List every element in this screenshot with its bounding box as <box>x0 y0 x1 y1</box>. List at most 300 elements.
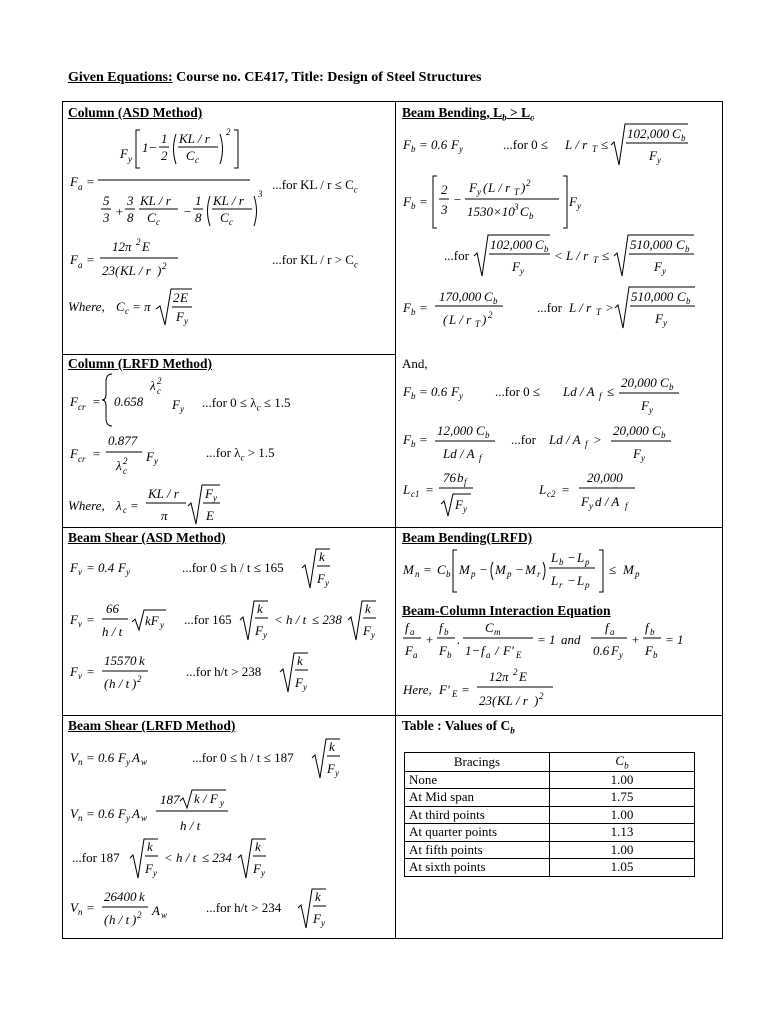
svg-text:M: M <box>623 562 634 577</box>
svg-text:20,000: 20,000 <box>621 375 657 390</box>
svg-text:c: c <box>195 155 199 165</box>
svg-text:12π: 12π <box>112 239 132 254</box>
svg-text:): ) <box>534 693 539 708</box>
condition-text: ...for h/t > 234 <box>206 900 282 915</box>
equation-lc <box>403 468 703 523</box>
equation-fv-yield <box>68 546 388 595</box>
svg-text:L: L <box>551 550 559 565</box>
svg-text:3: 3 <box>103 210 110 225</box>
table-row <box>405 841 695 859</box>
svg-text:=: = <box>86 252 95 267</box>
svg-text:F: F <box>363 623 371 638</box>
condition-text: ...for λ <box>206 445 241 460</box>
svg-text:f: f <box>625 501 628 511</box>
svg-text:1: 1 <box>195 193 202 208</box>
svg-text:T: T <box>596 307 602 317</box>
svg-text:L / r: L / r <box>565 137 588 152</box>
svg-text:C: C <box>476 423 485 438</box>
svg-text:F: F <box>403 432 411 447</box>
condition-lambda-gt-15: ...for $\lambda_c > 1.5$ <box>206 445 275 463</box>
svg-text:E: E <box>452 689 458 699</box>
svg-text:b: b <box>544 244 549 254</box>
svg-text:c: c <box>125 306 129 316</box>
svg-text:KL / r: KL / r <box>148 486 179 501</box>
svg-text:KL / r: KL / r <box>213 193 244 208</box>
svg-text:KL / r: KL / r <box>179 131 210 146</box>
header-bracings: Bracings <box>405 753 550 772</box>
condition-text: ...for 0 ≤ h / t ≤ 165 <box>182 560 284 575</box>
svg-text:h / t: h / t <box>180 818 201 833</box>
svg-text:510,000: 510,000 <box>630 237 673 252</box>
svg-text:p: p <box>507 569 512 579</box>
svg-text:F: F <box>641 398 649 413</box>
svg-text:π: π <box>161 508 168 523</box>
svg-text:b: b <box>411 307 416 317</box>
svg-text:y: y <box>641 453 645 463</box>
svg-text:−: − <box>567 550 576 565</box>
svg-text:E: E <box>180 290 188 305</box>
svg-text:f: f <box>405 620 409 635</box>
svg-text:=: = <box>92 394 101 409</box>
svg-text:C: C <box>147 210 156 225</box>
svg-text:v: v <box>78 567 82 577</box>
header-course-title: Course no. CE417, Title: Design of Steel Structures <box>172 70 482 85</box>
svg-text:L: L <box>403 482 411 497</box>
svg-text:E: E <box>516 650 522 660</box>
svg-text:8: 8 <box>127 210 134 225</box>
svg-text:a: a <box>610 627 615 637</box>
svg-text:λ: λ <box>150 378 156 393</box>
svg-text:c: c <box>157 386 161 396</box>
svg-text:): ) <box>157 263 162 278</box>
equation-fe-prime <box>403 668 603 717</box>
svg-text:F: F <box>317 571 325 586</box>
svg-text:k: k <box>329 739 335 754</box>
grid-divider-left-1 <box>62 354 396 355</box>
bracing-cell: At third points <box>405 806 550 824</box>
svg-text:(: ( <box>104 676 109 691</box>
svg-text:KL / r: KL / r <box>120 263 151 278</box>
cb-cell: 1.13 <box>550 824 695 842</box>
svg-text:y: y <box>220 798 224 808</box>
svg-text:C: C <box>220 210 229 225</box>
svg-text:y: y <box>335 768 339 778</box>
svg-text:F: F <box>70 174 78 189</box>
svg-text:b: b <box>661 430 666 440</box>
svg-text:F: F <box>451 137 459 152</box>
svg-text:KL / r: KL / r <box>497 693 528 708</box>
svg-text:T: T <box>514 187 520 197</box>
svg-text:y: y <box>126 813 130 823</box>
svg-text:26400: 26400 <box>104 889 137 904</box>
condition-text-2: ≤ 1.5 <box>260 395 291 410</box>
svg-text:y: y <box>303 682 307 692</box>
svg-text:Ld / A: Ld / A <box>563 384 595 399</box>
svg-text:= 1: = 1 <box>665 632 684 647</box>
section-title-column-asd: Column (ASD Method) <box>68 105 203 120</box>
svg-text:=: = <box>561 482 570 497</box>
svg-text:a: a <box>78 260 83 270</box>
svg-text:Ld / A: Ld / A <box>443 446 475 461</box>
svg-text:Ld / A: Ld / A <box>549 432 581 447</box>
svg-text:f: f <box>464 477 467 487</box>
section-title-beam-shear-lrfd: Beam Shear (LRFD Method) <box>68 718 236 733</box>
svg-text:F: F <box>455 497 463 512</box>
svg-text:w: w <box>141 813 148 823</box>
svg-text:(: ( <box>443 312 448 327</box>
svg-text:=: = <box>425 482 434 497</box>
svg-text:E: E <box>142 239 150 254</box>
svg-text:F′: F′ <box>503 643 514 658</box>
svg-text:2: 2 <box>513 668 518 677</box>
svg-text:...for 0 ≤: ...for 0 ≤ <box>495 384 541 399</box>
svg-text:F: F <box>451 384 459 399</box>
condition-text: ...for 0 ≤ h / t ≤ 187 <box>192 750 294 765</box>
svg-text:d / A: d / A <box>595 494 620 509</box>
svg-text:y: y <box>619 650 623 660</box>
section-title-interaction: Beam-Column Interaction Equation <box>402 603 611 618</box>
svg-text:C: C <box>672 126 681 141</box>
svg-text:F: F <box>70 612 78 627</box>
table-row <box>405 824 695 842</box>
table-header-row <box>405 753 695 772</box>
svg-text:c2: c2 <box>547 489 556 499</box>
equation-fb-intermediate <box>403 174 603 233</box>
svg-text:F: F <box>403 300 411 315</box>
svg-text:y: y <box>180 404 184 414</box>
svg-text:2: 2 <box>137 910 142 920</box>
bracing-cell: At quarter points <box>405 824 550 842</box>
svg-text:h / t: h / t <box>109 676 130 691</box>
svg-text:k: k <box>147 839 153 854</box>
svg-text:F: F <box>403 137 411 152</box>
svg-text:F: F <box>469 180 477 195</box>
condition-vn-inelastic <box>72 836 292 889</box>
svg-text:): ) <box>482 312 487 327</box>
svg-text:k: k <box>297 653 303 668</box>
svg-text:n: n <box>78 813 83 823</box>
svg-text:y: y <box>154 456 158 466</box>
equation-fv-elastic <box>68 650 388 703</box>
section-title-column-lrfd: Column (LRFD Method) <box>68 356 212 371</box>
svg-text:cr: cr <box>78 454 86 464</box>
svg-text:y: y <box>261 868 265 878</box>
svg-text:k: k <box>257 601 263 616</box>
svg-text:F: F <box>512 259 520 274</box>
condition-text: ...for 0 ≤ λ <box>202 395 257 410</box>
svg-text:≤ 234: ≤ 234 <box>202 850 232 865</box>
svg-text:=: = <box>130 498 139 513</box>
svg-text:≤: ≤ <box>607 384 615 399</box>
svg-text:f: f <box>479 453 482 463</box>
svg-text:C: C <box>186 148 195 163</box>
svg-text:b: b <box>447 650 452 660</box>
table-title-sub: b <box>510 725 515 736</box>
table-row <box>405 806 695 824</box>
svg-text:F: F <box>118 560 126 575</box>
svg-text:F: F <box>405 643 413 658</box>
svg-text:v: v <box>78 619 82 629</box>
svg-text:≤: ≤ <box>609 562 617 577</box>
svg-text:k: k <box>365 601 371 616</box>
grid-divider-row-3 <box>62 715 723 716</box>
svg-text:c: c <box>123 466 127 476</box>
svg-text:r: r <box>559 580 563 590</box>
svg-text:1−: 1− <box>465 643 481 658</box>
cb-cell: 1.05 <box>550 859 695 877</box>
svg-text:y: y <box>662 266 666 276</box>
cb-values-table <box>404 752 695 877</box>
svg-text:= 0.6: = 0.6 <box>419 384 448 399</box>
svg-text:A: A <box>152 903 160 918</box>
svg-text:b: b <box>686 296 691 306</box>
svg-text:F: F <box>327 761 335 776</box>
cb-cell: 1.00 <box>550 806 695 824</box>
svg-text:E: E <box>206 508 214 523</box>
svg-text:y: y <box>184 316 188 326</box>
condition-text: ...for KL / r > C <box>272 252 354 267</box>
svg-text:=: = <box>92 446 101 461</box>
svg-text:20,000: 20,000 <box>613 423 649 438</box>
svg-text:(: ( <box>483 180 488 195</box>
document-header <box>68 70 481 86</box>
svg-text:y: y <box>371 630 375 640</box>
svg-text:a: a <box>78 182 83 192</box>
svg-text:23(: 23( <box>102 263 120 278</box>
svg-text:b: b <box>681 133 686 143</box>
svg-text:F: F <box>439 643 447 658</box>
svg-text:y: y <box>589 501 593 511</box>
svg-text:y: y <box>153 868 157 878</box>
equation-cc <box>68 287 208 334</box>
svg-text:66: 66 <box>106 601 119 616</box>
where-label: Where, <box>68 299 105 314</box>
svg-text:y: y <box>459 391 463 401</box>
condition-text: ...for 165 <box>184 612 232 627</box>
svg-text:h / t: h / t <box>176 850 197 865</box>
svg-text:c: c <box>156 217 160 227</box>
svg-text:T: T <box>592 144 598 154</box>
svg-text:F′: F′ <box>439 682 450 697</box>
svg-text:b: b <box>411 144 416 154</box>
svg-text:F: F <box>176 309 184 324</box>
svg-text:y: y <box>649 405 653 415</box>
svg-text:y: y <box>663 318 667 328</box>
svg-text:F: F <box>649 148 657 163</box>
svg-text:M: M <box>403 562 414 577</box>
svg-text:C: C <box>677 289 686 304</box>
svg-text:m: m <box>494 627 501 637</box>
svg-text:F: F <box>70 394 78 409</box>
svg-text:f: f <box>599 391 602 401</box>
svg-text:y: y <box>477 187 481 197</box>
svg-text:F: F <box>70 560 78 575</box>
svg-text:b: b <box>669 382 674 392</box>
bracing-cell: At fifth points <box>405 841 550 859</box>
svg-text:≤: ≤ <box>601 137 609 152</box>
svg-text:0.658: 0.658 <box>114 394 144 409</box>
condition-text: ...for h/t > 238 <box>186 664 262 679</box>
svg-text:+: + <box>115 204 124 219</box>
svg-text:<: < <box>274 612 283 627</box>
svg-text:F: F <box>611 643 619 658</box>
svg-text:a: a <box>410 627 415 637</box>
svg-text:M: M <box>459 562 470 577</box>
svg-text:76: 76 <box>443 470 456 485</box>
svg-text:a: a <box>486 650 491 660</box>
condition-fb-intermediate <box>444 232 704 285</box>
svg-text:C: C <box>676 237 685 252</box>
svg-text:2: 2 <box>162 261 167 271</box>
svg-text:12,000: 12,000 <box>437 423 473 438</box>
svg-text:102,000: 102,000 <box>490 237 533 252</box>
svg-text:b: b <box>444 627 449 637</box>
table-row <box>405 859 695 877</box>
svg-text:2: 2 <box>539 691 544 701</box>
svg-text:): ) <box>132 912 137 927</box>
svg-text:L: L <box>539 482 547 497</box>
svg-text:.: . <box>457 632 461 647</box>
equation-fb-compact <box>403 121 703 174</box>
equation-vn-yield <box>68 736 388 785</box>
and-word: and <box>561 632 581 647</box>
table-row <box>405 789 695 807</box>
svg-text:2: 2 <box>526 178 531 188</box>
svg-text:b: b <box>411 201 416 211</box>
svg-text:h / t: h / t <box>286 612 307 627</box>
svg-text:h / t: h / t <box>109 912 130 927</box>
svg-text:/: / <box>495 643 499 658</box>
svg-text:y: y <box>126 757 130 767</box>
svg-text:r: r <box>537 569 541 579</box>
svg-text:C: C <box>660 375 669 390</box>
svg-text:F: F <box>145 861 153 876</box>
svg-text:...for: ...for <box>444 248 469 263</box>
svg-text:k: k <box>139 889 145 904</box>
condition-text: ...for 187 <box>72 850 120 865</box>
svg-text:(: ( <box>104 912 109 927</box>
svg-text:>: > <box>605 300 614 315</box>
svg-text:2: 2 <box>137 674 142 684</box>
svg-text:=: = <box>86 174 95 189</box>
svg-text:y: y <box>263 630 267 640</box>
svg-text:v: v <box>78 671 82 681</box>
svg-text:F: F <box>655 311 663 326</box>
header-cb-sub: b <box>624 760 629 771</box>
title-sub-b: b <box>502 112 507 123</box>
svg-text:1: 1 <box>161 131 168 146</box>
svg-text:a: a <box>413 650 418 660</box>
svg-text:= 0.4: = 0.4 <box>86 560 115 575</box>
svg-text:C: C <box>484 289 493 304</box>
svg-text:b: b <box>485 430 490 440</box>
condition-text: ...for KL / r ≤ C <box>272 177 354 192</box>
svg-text:n: n <box>78 907 83 917</box>
svg-text:C: C <box>437 562 446 577</box>
svg-text:T: T <box>593 255 599 265</box>
grid-divider-vertical <box>395 101 396 939</box>
svg-text:2: 2 <box>488 310 493 320</box>
svg-text:A: A <box>132 806 140 821</box>
svg-text:2: 2 <box>226 127 231 137</box>
svg-text:F: F <box>146 449 154 464</box>
svg-text:b: b <box>446 569 451 579</box>
svg-text:y: y <box>657 155 661 165</box>
svg-text:1530×10: 1530×10 <box>467 204 515 219</box>
svg-text:w: w <box>141 757 148 767</box>
bracing-cell: At sixth points <box>405 859 550 877</box>
svg-text:λ: λ <box>116 458 122 473</box>
here-label: Here, <box>403 682 432 697</box>
title-part-1: Beam Bending, L <box>402 105 503 120</box>
svg-text:510,000: 510,000 <box>631 289 674 304</box>
section-title-beam-bending-lrfd: Beam Bending(LRFD) <box>402 530 533 545</box>
equation-fcr-elastic <box>68 432 178 483</box>
svg-text:=: = <box>419 194 428 209</box>
svg-text:b: b <box>457 470 464 485</box>
svg-text:V: V <box>70 900 78 915</box>
svg-text:F: F <box>569 194 577 209</box>
where-label: Where, <box>68 498 105 513</box>
svg-text:F: F <box>403 194 411 209</box>
header-label: Given Equations: <box>68 70 173 85</box>
cb-cell: 1.75 <box>550 789 695 807</box>
svg-text:y: y <box>128 154 132 164</box>
svg-text:F: F <box>654 259 662 274</box>
svg-text:=: = <box>86 612 95 627</box>
svg-text:k: k <box>319 549 325 564</box>
svg-text:= π: = π <box>132 299 151 314</box>
svg-text:2: 2 <box>161 148 168 163</box>
svg-text:w: w <box>161 910 168 920</box>
svg-text:f: f <box>481 643 485 658</box>
svg-text:k: k <box>315 889 321 904</box>
svg-text:y: y <box>160 620 164 630</box>
svg-text:2: 2 <box>173 290 180 305</box>
svg-text:F: F <box>403 384 411 399</box>
svg-text:F: F <box>70 664 78 679</box>
svg-text:F: F <box>172 397 180 412</box>
equation-lambda-c <box>68 482 228 531</box>
svg-text:F: F <box>205 486 213 501</box>
svg-text:cr: cr <box>78 402 86 412</box>
svg-text:−: − <box>479 562 488 577</box>
svg-text:y: y <box>577 201 581 211</box>
equation-fb-slender <box>403 284 703 337</box>
svg-text:V: V <box>70 806 78 821</box>
svg-text:KL / r: KL / r <box>140 193 171 208</box>
svg-text:=: = <box>86 900 95 915</box>
svg-text:F: F <box>120 146 128 161</box>
svg-text:≤: ≤ <box>602 248 610 263</box>
svg-text:23(: 23( <box>479 693 497 708</box>
svg-text:V: V <box>70 750 78 765</box>
condition-text-2: > 1.5 <box>244 445 275 460</box>
svg-text:= 1: = 1 <box>537 632 556 647</box>
svg-text:T: T <box>475 319 481 329</box>
svg-text:=: = <box>419 300 428 315</box>
svg-text:b: b <box>653 650 658 660</box>
svg-text:): ) <box>521 180 526 195</box>
svg-text:...for: ...for <box>537 300 562 315</box>
equation-vn-elastic <box>68 886 388 939</box>
svg-text:n: n <box>78 757 83 767</box>
equation-fb-ld-compact <box>403 372 703 421</box>
svg-text:170,000: 170,000 <box>439 289 482 304</box>
svg-text:b: b <box>493 296 498 306</box>
svg-text:k: k <box>139 653 145 668</box>
svg-text:F: F <box>70 446 78 461</box>
